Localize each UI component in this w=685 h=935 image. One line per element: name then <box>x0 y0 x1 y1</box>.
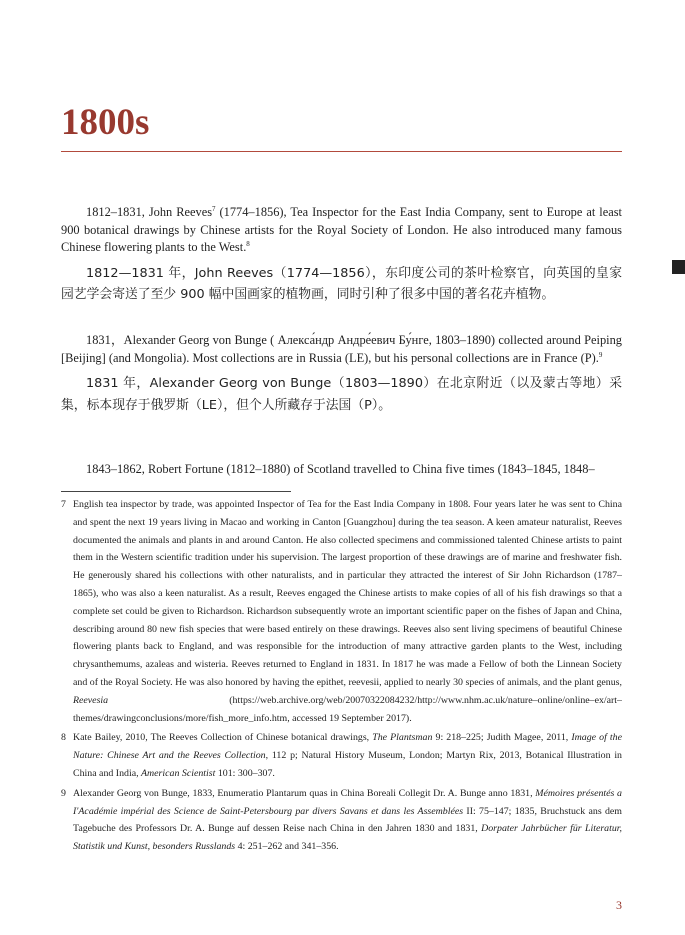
footnote-text: Alexander Georg von Bunge, 1833, Enumeratio Plantarum quas in China Boreali Collegit Dr. A. Bunge anno 1831, Mémoires présentés a I'Académie impérial des Science de Saint-Petersbourg par divers Savans et dans les Assemblées II: 75–147; 1835, Bruchstuck ans dem Tagebuche des Professors Dr. A. Bunge auf dessen Reise nach China in den Jahren 1830 and 1831, Dorpater Jahrbücher für Literatur, Statistik und Kunst, besonders Russlands 4: 251–262 and 341–356. <box>73 787 623 853</box>
footnote-8 <box>61 729 622 782</box>
paragraph-reeves-en: 1812–1831, John Reeves$^7$ (1774–1856), Tea Inspector for the East India Company, sent to Europe at least 900 botanical drawings by Chinese artists for the Royal Society of London. He also introduced many famous Chinese flowering plants to the West.$^8$ <box>61 204 622 254</box>
footnote-text: English tea inspector by trade, was appointed Inspector of Tea for the East India Company in 1808. Four years later he was sent to China and spent the next 19 years living in Macao and working in Canton [Guangzhou] during the tea season. A keen amateur naturalist, Reeves documented the animals and plants in and around Canton. He also collected specimens and commissioned talented Chinese artists to paint them in the Western scientific tradition under his supervision. The largest proportion of these drawings are of marine and freshwater fish. He generously shared his collections with other naturalists, and in particular they attracted the interest of Sir John Richardson (1787–1865), who was also a keen naturalist. As a result, Reeves engaged the Chinese artists to make copies of all of his fish drawings so that a complete set could be given to Richardson. Richardson subsequently wrote an important scientific paper on the fishes of Japan and China, describing around 80 new fish species that were based entirely on these drawings. Reeves also sent living specimens of beautiful Chinese flowering plants back to England, and was responsible for the introduction of many attractive garden plants to the West, including chrysanthemums, azaleas and wisteria. Reeves returned to England in 1831. In 1817 he was made a Fellow of both the Linnean Society and of the Royal Society. He was also honored by having the epithet, reevesii, applied to nearly 30 species of animals, and the plant genus, Reevesia (https://web.archive.org/web/20070322084232/http://www.nhm.ac.uk/nature–online/online–ex/art–themes/drawingconclusions/more/fish_more_info.htm, accessed 19 September 2017). <box>73 499 622 724</box>
footnote-number: 8 <box>61 732 66 744</box>
paragraph-bunge-zh: 1831 年，Alexander Georg von Bunge（1803—1890）在北京附近（以及蒙古等地）采集，标本现存于俄罗斯（LE），但个人所藏存于法国（P）。 <box>61 376 622 413</box>
footnote-ref-7[interactable]: 7 <box>212 204 216 213</box>
footnote-divider <box>61 491 291 492</box>
footnote-ref-9[interactable]: 9 <box>598 350 603 359</box>
footnote-text: Kate Bailey, 2010, The Reeves Collection of Chinese botanical drawings, The Plantsman 9: 218–225; Judith Magee, 2011, Image of the Nature: Chinese Art and the Reeves Collection, 112 p; Natural History Museum, London; Martyn Rix, 2013, Botanical Illustration in China and India, American Scientist 101: 300–307. <box>73 732 622 779</box>
bunge-entry <box>61 332 622 416</box>
footnote-number: 9 <box>61 787 66 799</box>
paragraph-bunge-en: 1831，Alexander Georg von Bunge ( Алекса́ндр Андре́евич Бу́нге, 1803–1890) collected around Peiping [Beijing] (and Mongolia). Most collections are in Russia (LE), but his personal collections are in France (P).$^9$ <box>61 333 622 365</box>
footnote-9 <box>61 785 622 856</box>
thumb-index-tab <box>672 260 685 274</box>
footnote-ref-8[interactable]: 8 <box>246 239 250 248</box>
chapter-title: 1800s <box>61 102 150 143</box>
footnotes <box>61 496 622 858</box>
footnote-7 <box>61 496 622 727</box>
title-divider <box>61 151 622 152</box>
paragraph-reeves-zh: 1812—1831 年，John Reeves（1774—1856），东印度公司的茶叶检察官，向英国的皇家园艺学会寄送了至少 900 幅中国画家的植物画，同时引种了很多中国的著名花卉植物。 <box>61 265 622 302</box>
footnote-number: 7 <box>61 499 66 510</box>
fortune-entry <box>61 461 622 479</box>
paragraph-fortune-en: 1843–1862, Robert Fortune (1812–1880) of Scotland travelled to China five times (1843–1845, 1848– <box>86 462 595 476</box>
page-number: 3 <box>616 898 622 912</box>
reeves-entry <box>61 204 622 306</box>
